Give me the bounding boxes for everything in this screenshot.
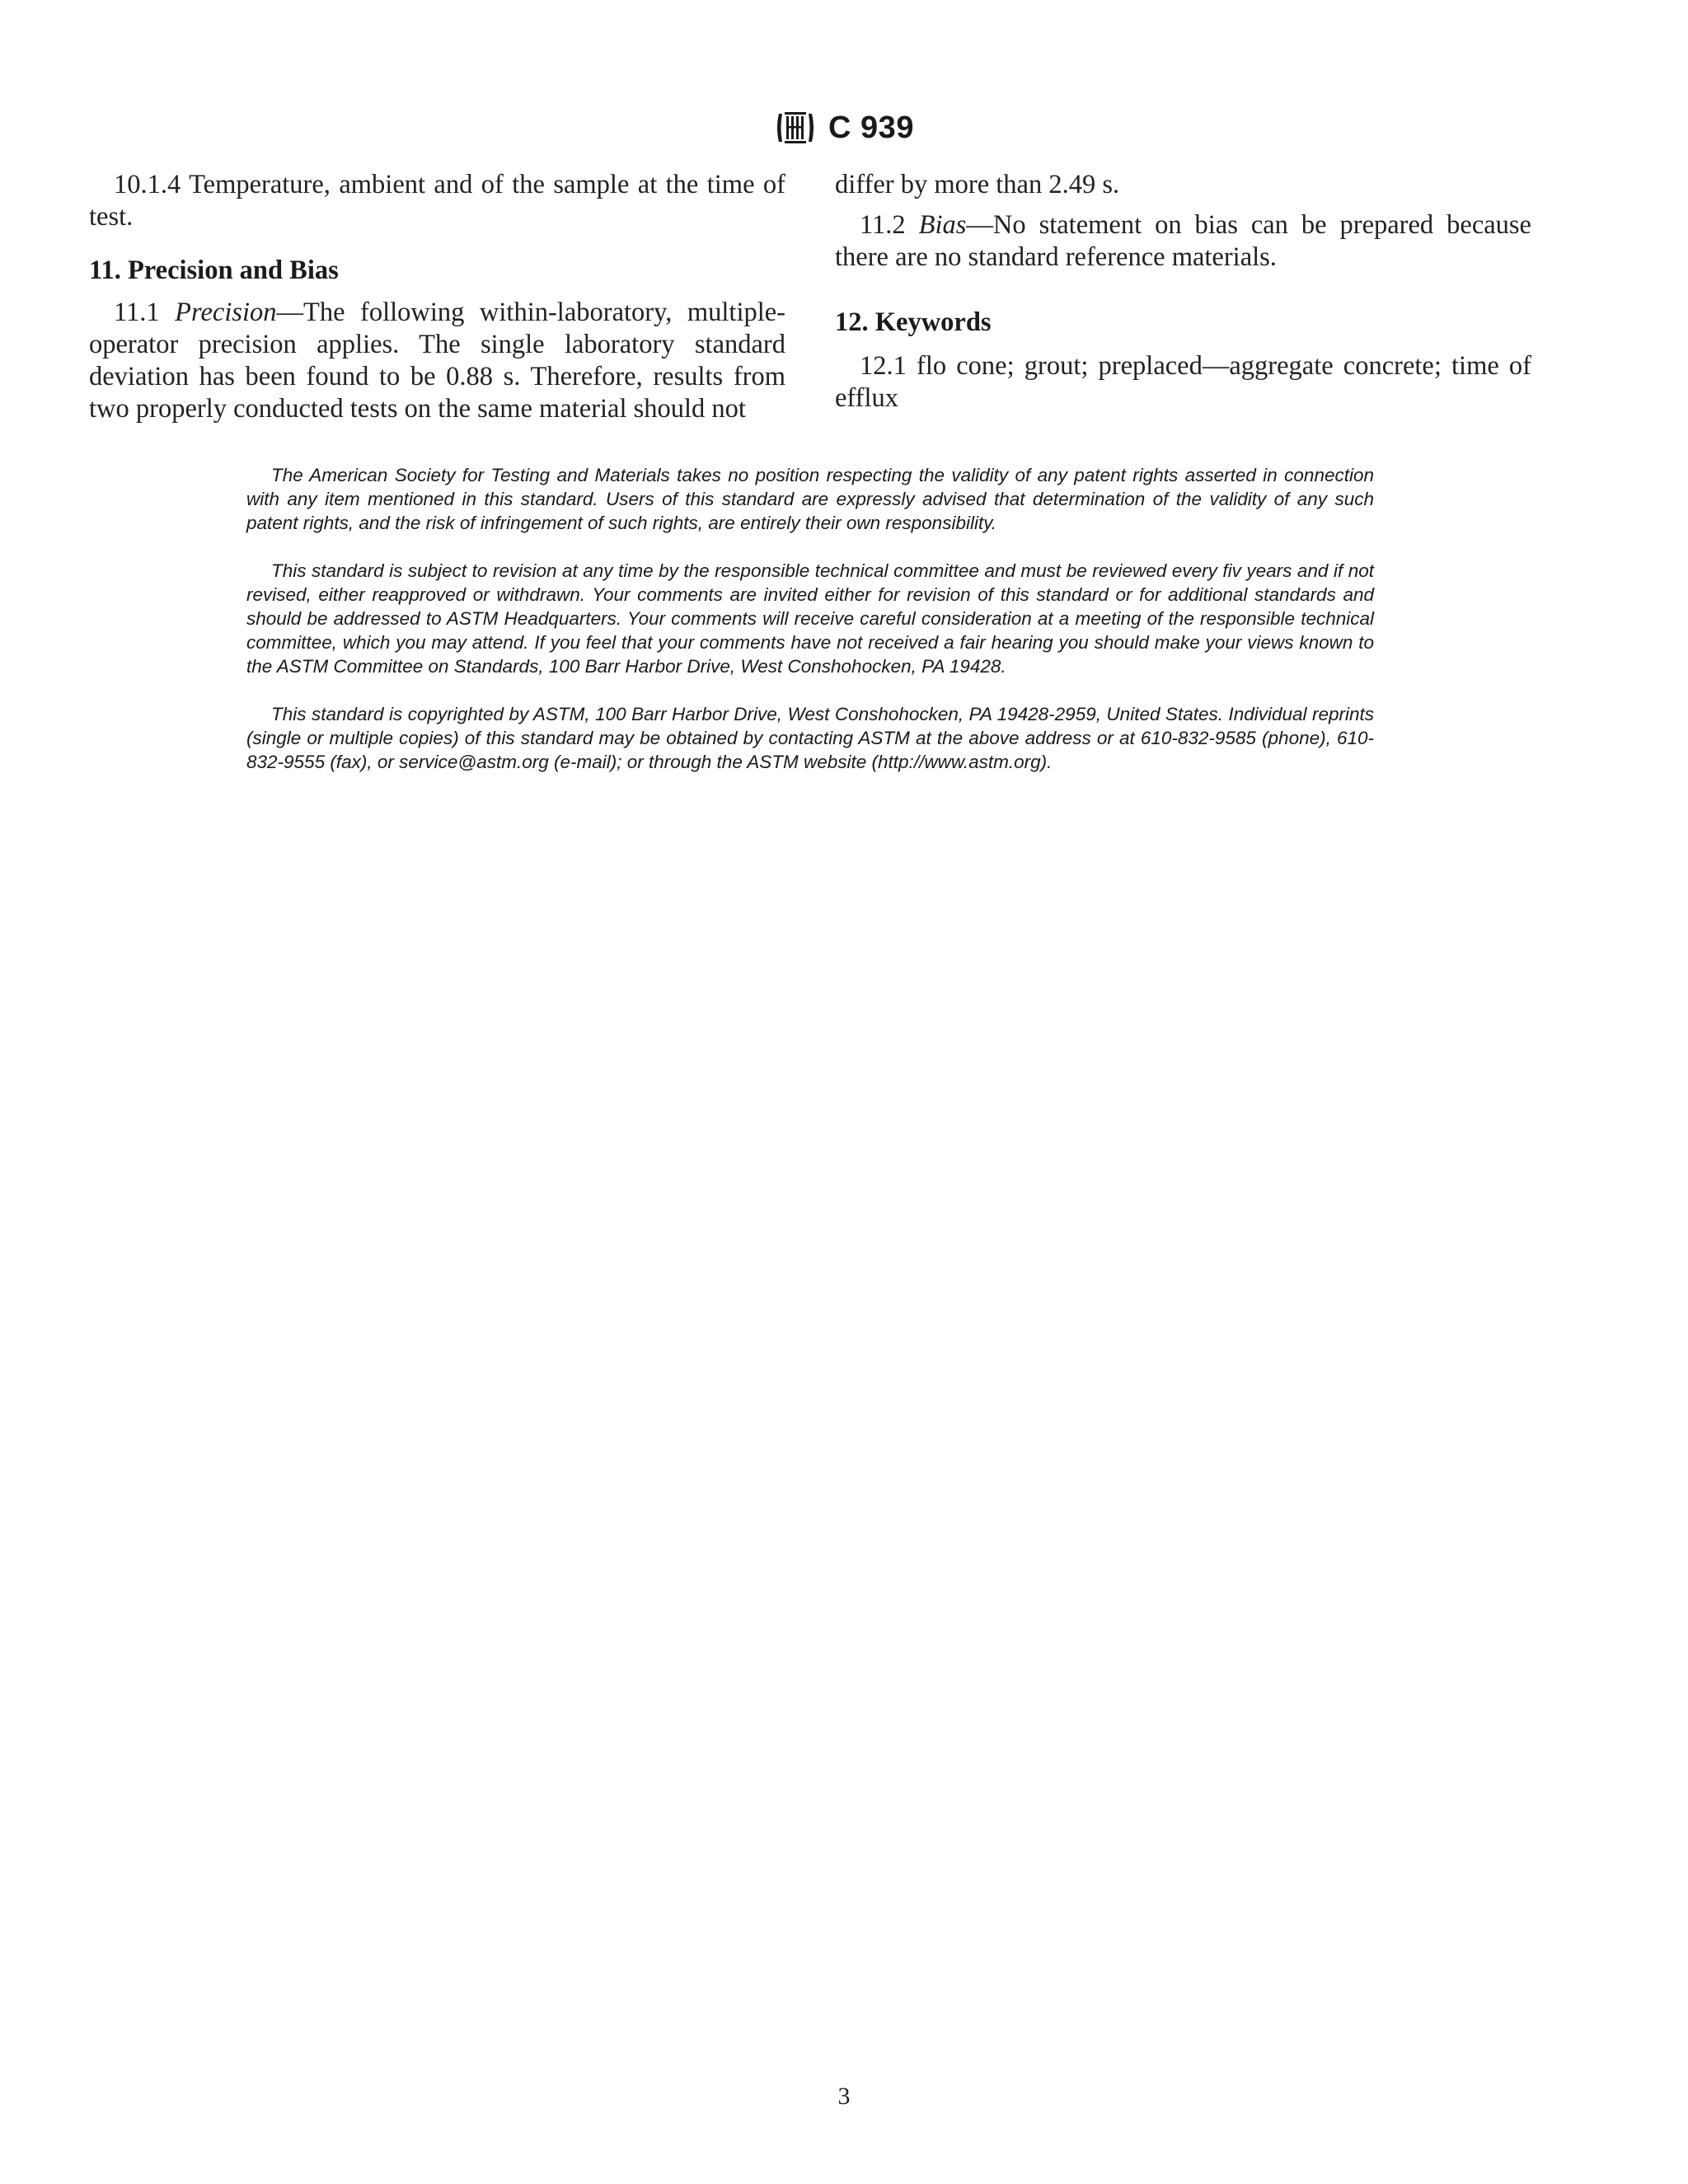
paragraph-11-2-number: 11.2 (860, 210, 919, 240)
left-column (89, 169, 785, 425)
paragraph-11-1-number: 11.1 (114, 298, 176, 327)
copyright-notice: This standard is copyrighted by ASTM, 100 Barr Harbor Drive, West Conshohocken, PA 19428-2959, United States. Individual reprints (single or multiple copies) of this standard may be obtained by contacting ASTM at the above address or at 610-832-9585 (phone), 610-832-9555 (fax), or service@astm.org (e-mail); or through the ASTM website (http://www.astm.org). (246, 704, 1374, 772)
paragraph-11-1 (89, 297, 785, 425)
paragraph-11-2 (835, 209, 1531, 274)
right-column (835, 169, 1531, 415)
section-heading-precision-and-bias: 11. Precision and Bias (89, 255, 339, 285)
page-number: 3 (837, 2083, 851, 2110)
page-header (0, 107, 1688, 148)
paragraph-12-1: 12.1 flo cone; grout; preplaced—aggregate concrete; time of efflux (835, 351, 1531, 413)
paragraph-11-1-text: —The following within-laboratory, multiple-operator precision applies. The single laboratory standard deviation has been found to be 0.88 s. Therefore, results from two properly conducted tests on the same material should not (89, 298, 786, 424)
paragraph-11-2-text: —No statement on bias can be prepared because there are no standard reference materials. (835, 210, 1531, 272)
standard-designation: C 939 (828, 110, 914, 145)
section-heading-keywords: 12. Keywords (835, 307, 992, 337)
patent-notice: The American Society for Testing and Materials takes no position respecting the validity of any patent rights asserted in connection with any item mentioned in this standard. Users of this standard are expressly advised that determination of the validity of any such patent rights, and the risk of infringement of such rights, are entirely their own responsibility. (246, 465, 1374, 533)
revision-notice: This standard is subject to revision at any time by the responsible technical committee and must be reviewed every fiv years and if not revised, either reapproved or withdrawn. Your comments are invited either for revision of this standard or for additional standards and should be addressed to ASTM Headquarters. Your comments will receive careful consideration at a meeting of the responsible technical committee, which you may attend. If you feel that your comments have not received a fair hearing you should make your views known to the ASTM Committee on Standards, 100 Barr Harbor Drive, West Conshohocken, PA 19428. (246, 560, 1374, 677)
paragraph-10-1-4: 10.1.4 Temperature, ambient and of the sample at the time of test. (89, 170, 785, 232)
legal-notices (246, 463, 1374, 798)
paragraph-11-2-term: Bias (918, 210, 967, 240)
paragraph-11-1-continued: differ by more than 2.49 s. (835, 170, 1120, 199)
paragraph-11-1-term: Precision (175, 298, 277, 327)
astm-logo-icon (774, 107, 817, 148)
